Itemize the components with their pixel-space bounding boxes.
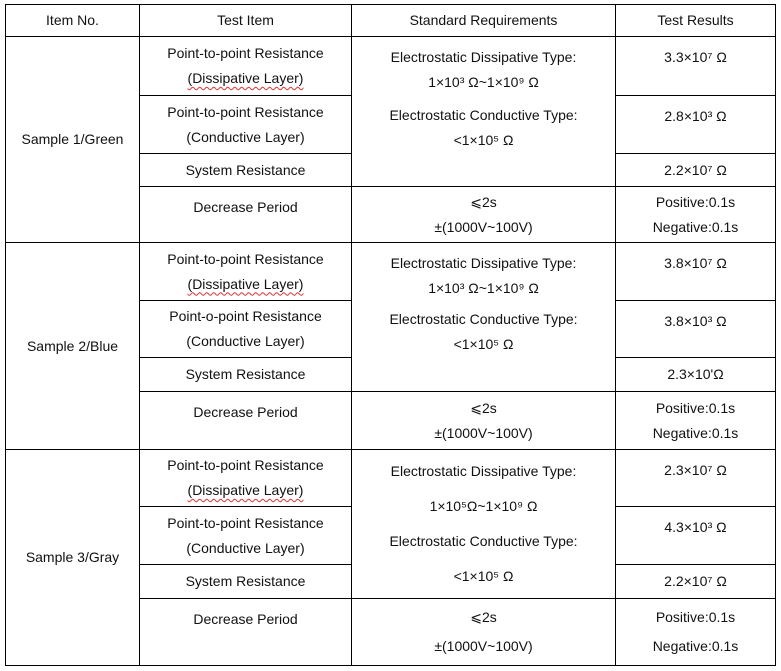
- test-item-cell: [139, 36, 352, 96]
- standard-text: ±(1000V~100V): [434, 638, 533, 654]
- test-item-text: Point-o-point Resistance: [169, 308, 322, 324]
- test-item-text: System Resistance: [185, 366, 306, 382]
- test-item-cell: [139, 391, 352, 450]
- header-item-no: [5, 4, 140, 37]
- result-value: Positive:0.1s: [655, 193, 736, 210]
- result-value: 2.3×10⁷ Ω: [664, 462, 727, 478]
- result-cell: [615, 36, 776, 96]
- result-value: 3.8×10⁷ Ω: [664, 255, 727, 271]
- test-item-text: (Conductive Layer): [186, 128, 305, 145]
- standard-text: Electrostatic Conductive Type:: [389, 311, 578, 327]
- result-cell: [615, 357, 776, 392]
- result-value: 3.8×10³ Ω: [664, 313, 727, 329]
- result-cell: [615, 449, 776, 507]
- test-item-text: Point-to-point Resistance: [167, 457, 324, 473]
- standard-text: ±(1000V~100V): [434, 424, 533, 441]
- standard-resistance-cell: [351, 242, 616, 392]
- test-item-cell: [139, 153, 352, 187]
- result-cell: [615, 391, 776, 450]
- sample-label: Sample 2/Blue: [26, 337, 119, 354]
- standard-text: ⩽2s: [470, 609, 497, 625]
- sample-item-no: [5, 449, 140, 666]
- standard-text: 1×10⁵Ω~1×10⁹ Ω: [429, 498, 538, 514]
- test-item-text: Point-to-point Resistance: [167, 103, 324, 120]
- standard-decrease-cell: [351, 186, 616, 243]
- result-value: 2.8×10³ Ω: [664, 108, 727, 124]
- sample-item-no: [5, 242, 140, 450]
- result-value: 4.3×10³ Ω: [664, 519, 727, 535]
- result-value: 2.3×10'Ω: [667, 366, 724, 382]
- result-cell: [615, 153, 776, 187]
- result-cell: [615, 242, 776, 301]
- sample-item-no: [5, 36, 140, 243]
- result-value: Positive:0.1s: [655, 399, 736, 416]
- result-value: 2.2×10⁷ Ω: [664, 573, 727, 589]
- test-item-cell: [139, 242, 352, 301]
- test-item-text: (Conductive Layer): [186, 539, 305, 556]
- result-value: Positive:0.1s: [655, 609, 736, 625]
- standard-resistance-cell: [351, 36, 616, 187]
- test-item-cell: [139, 564, 352, 599]
- standard-text: Electrostatic Dissipative Type:: [390, 463, 577, 479]
- standard-text: Electrostatic Dissipative Type:: [390, 255, 577, 271]
- result-cell: [615, 95, 776, 154]
- header-test-results: [615, 4, 776, 37]
- header-standard-requirements: [351, 4, 616, 37]
- test-item-text: Point-to-point Resistance: [167, 514, 324, 531]
- test-item-text: (Conductive Layer): [186, 333, 305, 349]
- test-item-cell: [139, 357, 352, 392]
- test-item-text: Point-to-point Resistance: [167, 45, 324, 61]
- header-label: Test Results: [657, 12, 734, 28]
- test-item-text: Decrease Period: [193, 404, 298, 420]
- result-cell: [615, 564, 776, 599]
- standard-decrease-cell: [351, 391, 616, 450]
- standard-text: ±(1000V~100V): [434, 218, 533, 235]
- header-test-item: [139, 4, 352, 37]
- result-value: Negative:0.1s: [652, 218, 739, 235]
- result-cell: [615, 186, 776, 243]
- result-value: Negative:0.1s: [652, 424, 739, 441]
- result-cell: [615, 598, 776, 666]
- standard-text: ⩽2s: [470, 193, 497, 210]
- test-item-text: System Resistance: [185, 573, 306, 589]
- sample-label: Sample 3/Gray: [25, 549, 120, 565]
- standard-text: 1×10³ Ω~1×10⁹ Ω: [428, 74, 539, 90]
- test-item-text: Decrease Period: [193, 199, 298, 215]
- test-item-text: Decrease Period: [193, 611, 298, 627]
- result-cell: [615, 506, 776, 565]
- standard-text: <1×10⁵ Ω: [453, 132, 514, 148]
- header-label: Item No.: [46, 12, 99, 28]
- header-label: Standard Requirements: [409, 12, 558, 28]
- test-item-text: (Dissipative Layer): [187, 275, 304, 292]
- standard-text: Electrostatic Conductive Type:: [389, 533, 578, 549]
- standard-text: 1×10³ Ω~1×10⁹ Ω: [428, 280, 539, 296]
- test-item-text: Point-to-point Resistance: [167, 250, 324, 267]
- test-item-cell: [139, 95, 352, 154]
- standard-text: <1×10⁵ Ω: [453, 336, 514, 352]
- result-value: 3.3×10⁷ Ω: [664, 49, 727, 65]
- test-item-cell: [139, 300, 352, 358]
- standard-text: Electrostatic Dissipative Type:: [390, 49, 577, 65]
- test-item-cell: [139, 506, 352, 565]
- test-item-cell: [139, 449, 352, 507]
- result-value: Negative:0.1s: [652, 638, 739, 654]
- standard-text: ⩽2s: [470, 399, 497, 416]
- header-label: Test Item: [217, 12, 274, 28]
- standard-text: Electrostatic Conductive Type:: [389, 107, 578, 123]
- result-cell: [615, 300, 776, 358]
- test-item-text: (Dissipative Layer): [187, 70, 304, 86]
- test-item-text: System Resistance: [185, 161, 306, 178]
- result-value: 2.2×10⁷ Ω: [664, 161, 727, 178]
- test-item-cell: [139, 186, 352, 243]
- standard-decrease-cell: [351, 598, 616, 666]
- standard-resistance-cell: [351, 449, 616, 599]
- standard-text: <1×10⁵ Ω: [453, 568, 514, 584]
- test-item-text: (Dissipative Layer): [187, 482, 304, 498]
- sample-label: Sample 1/Green: [21, 131, 124, 147]
- test-item-cell: [139, 598, 352, 666]
